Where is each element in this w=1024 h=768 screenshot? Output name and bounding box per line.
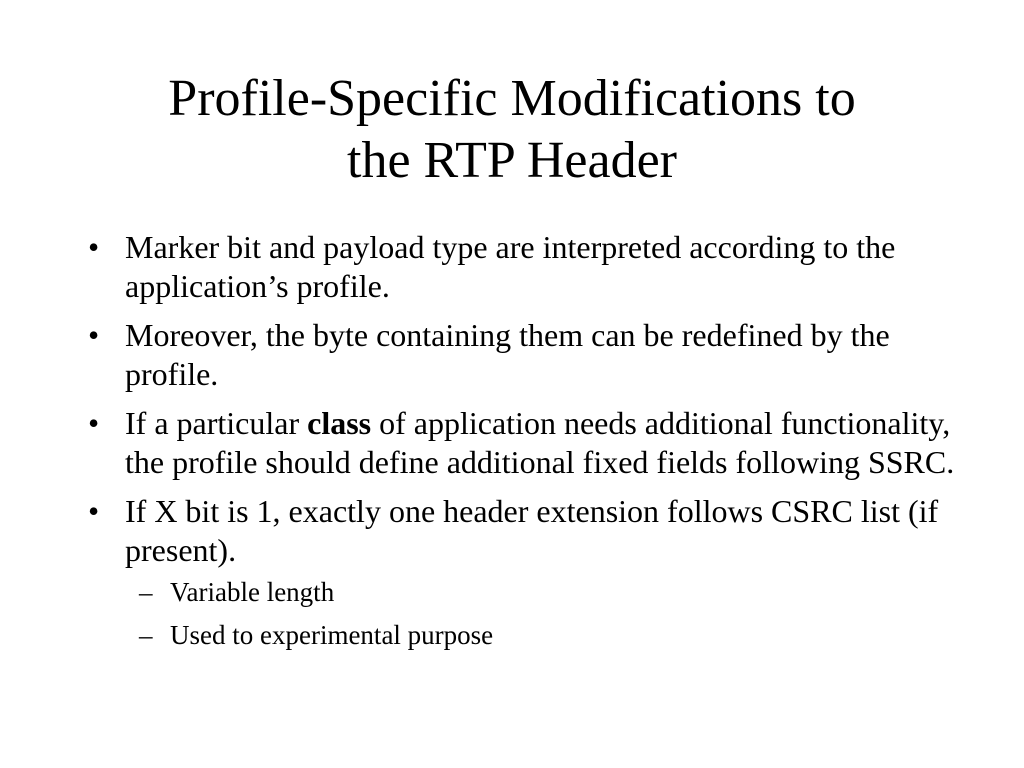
sub-bullet-text-2: Used to experimental purpose bbox=[170, 620, 494, 650]
bullet-marker: • bbox=[88, 317, 100, 353]
sub-bullet-marker: – bbox=[139, 620, 153, 650]
bullet-item-3 bbox=[88, 404, 968, 482]
slide-title-line-2: the RTP Header bbox=[347, 132, 677, 189]
bullet-item-4 bbox=[88, 492, 968, 652]
bullet-item-1 bbox=[88, 228, 968, 306]
bullet-text-2: Moreover, the byte containing them can be redefined by the profile. bbox=[125, 317, 890, 392]
bullet-marker: • bbox=[88, 493, 100, 529]
bullet-text-1: Marker bit and payload type are interpreted according to the application’s profile. bbox=[125, 229, 896, 304]
bullet-text-3 bbox=[125, 405, 954, 480]
bullet-text-3-prefix: If a particular bbox=[125, 405, 308, 441]
bullet-text-3-bold: class bbox=[307, 405, 372, 441]
sub-bullet-list bbox=[125, 576, 968, 652]
bullet-list bbox=[88, 228, 968, 662]
slide-title bbox=[60, 68, 964, 192]
bullet-marker: • bbox=[88, 229, 100, 265]
slide-title-line-1: Profile-Specific Modifications to bbox=[168, 70, 856, 127]
bullet-item-2 bbox=[88, 316, 968, 394]
sub-bullet-marker: – bbox=[139, 577, 153, 607]
bullet-text-4: If X bit is 1, exactly one header extension follows CSRC list (if present). bbox=[125, 493, 939, 568]
sub-bullet-item-2 bbox=[125, 619, 968, 652]
bullet-text-3-suffix: of application needs additional functionality, the profile should define additional fixed fields following SSRC. bbox=[125, 405, 955, 480]
sub-bullet-item-1 bbox=[125, 576, 968, 609]
sub-bullet-text-1: Variable length bbox=[170, 577, 335, 607]
bullet-marker: • bbox=[88, 405, 100, 441]
